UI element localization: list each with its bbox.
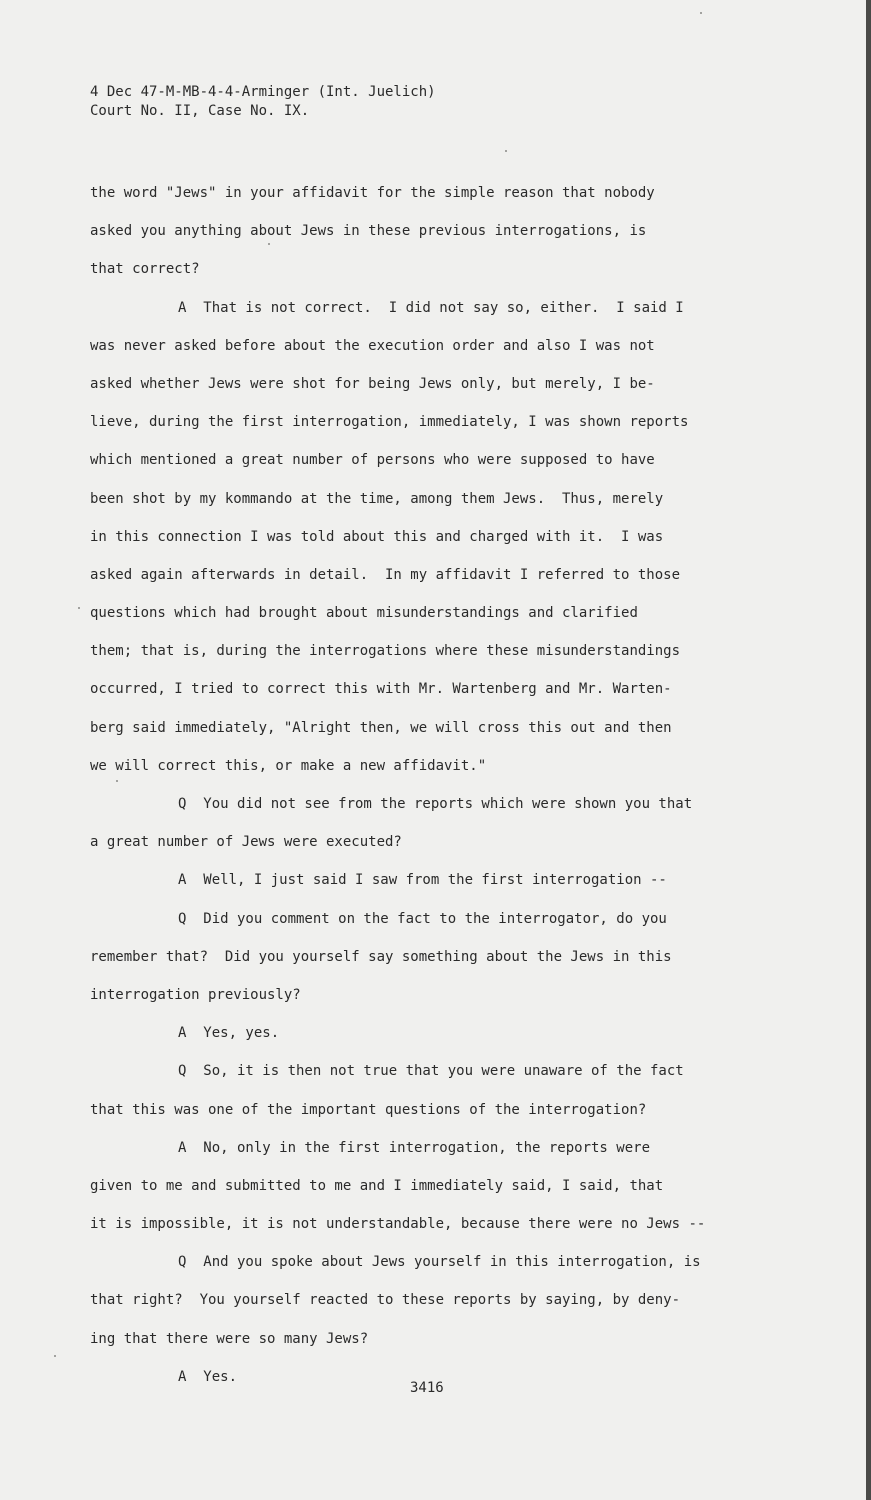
text-line: a great number of Jews were executed?	[90, 834, 402, 851]
paper-speck	[505, 150, 507, 152]
header-line-2: Court No. II, Case No. IX.	[90, 103, 310, 119]
text-line: A No, only in the first interrogation, the reports were	[178, 1139, 651, 1156]
text-line: them; that is, during the interrogations where these misunderstandings	[90, 643, 681, 660]
page-number: 3416	[410, 1380, 444, 1396]
text-line: Q And you spoke about Jews yourself in this interrogation, is	[178, 1254, 701, 1271]
text-line: in this connection I was told about this and charged with it. I was	[90, 528, 664, 545]
paper-speck	[700, 12, 702, 14]
text-line: lieve, during the first interrogation, immediately, I was shown reports	[90, 414, 689, 431]
text-line: the word "Jews" in your affidavit for the simple reason that nobody	[90, 185, 655, 201]
text-line: A Well, I just said I saw from the first interrogation --	[178, 872, 667, 889]
paper-speck	[116, 780, 118, 782]
paper-speck	[78, 607, 80, 609]
page-edge-shadow	[866, 0, 871, 1500]
text-line: Q Did you comment on the fact to the interrogator, do you	[178, 910, 667, 927]
text-line: remember that? Did you yourself say something about the Jews in this	[90, 948, 672, 965]
text-line: berg said immediately, "Alright then, we will cross this out and then	[90, 719, 672, 736]
text-line: occurred, I tried to correct this with Mr. Wartenberg and Mr. Warten-	[90, 681, 672, 698]
transcript-body	[90, 174, 790, 1396]
text-line: that this was one of the important questions of the interrogation?	[90, 1101, 647, 1118]
text-line: that right? You yourself reacted to these reports by saying, by deny-	[90, 1292, 681, 1309]
text-line: questions which had brought about misunderstandings and clarified	[90, 605, 638, 622]
text-line: which mentioned a great number of persons who were supposed to have	[90, 452, 655, 469]
paper-speck	[54, 1355, 56, 1357]
text-line: asked again afterwards in detail. In my affidavit I referred to those	[90, 566, 681, 583]
text-line: A Yes, yes.	[178, 1025, 280, 1042]
text-line: given to me and submitted to me and I immediately said, I said, that	[90, 1177, 664, 1194]
text-line: ing that there were so many Jews?	[90, 1330, 369, 1347]
text-line: that correct?	[90, 261, 200, 278]
text-line: A That is not correct. I did not say so, either. I said I	[178, 299, 684, 316]
document-header	[90, 83, 436, 121]
text-line: been shot by my kommando at the time, among them Jews. Thus, merely	[90, 490, 664, 507]
header-line-1: 4 Dec 47-M-MB-4-4-Arminger (Int. Juelich)	[90, 84, 436, 100]
text-line: was never asked before about the execution order and also I was not	[90, 337, 655, 354]
text-line: interrogation previously?	[90, 986, 301, 1003]
text-line: asked whether Jews were shot for being Jews only, but merely, I be-	[90, 375, 655, 392]
text-line: Q You did not see from the reports which were shown you that	[178, 796, 693, 812]
text-line: Q So, it is then not true that you were unaware of the fact	[178, 1063, 684, 1080]
text-line: asked you anything about Jews in these previous interrogations, is	[90, 223, 647, 240]
text-line: it is impossible, it is not understandable, because there were no Jews --	[90, 1216, 706, 1233]
paper-speck	[268, 243, 270, 245]
text-line: A Yes.	[178, 1368, 238, 1385]
text-line: we will correct this, or make a new affidavit."	[90, 757, 487, 774]
